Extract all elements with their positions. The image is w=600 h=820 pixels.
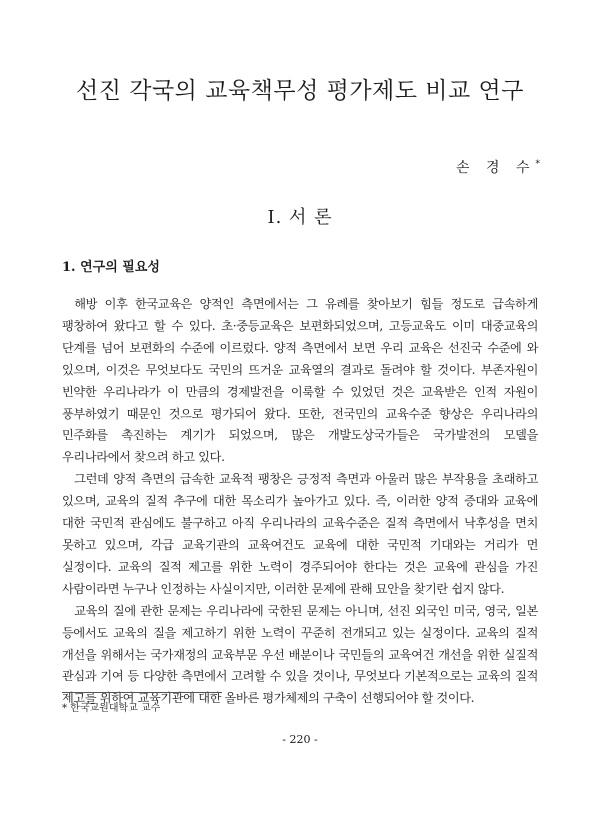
- subsection-heading: 1. 연구의 필요성: [62, 260, 160, 275]
- section-heading: Ⅰ. 서 론: [267, 207, 333, 228]
- footnote-divider: [62, 692, 222, 693]
- page-number: - 220 -: [282, 733, 318, 746]
- footnote: * 한국교원대학교 교수: [62, 703, 161, 714]
- author-line: [456, 157, 540, 177]
- paragraph: 해방 이후 한국교육은 양적인 측면에서는 그 유례를 찾아보기 힘들 정도로 급속하게 팽창하여 왔다고 할 수 있다. 초·중등교육은 보편화되었으며, 고등교육도 이미 대중교육의 단계를 넘어 보편화의 수준에 이르렀다. 양적 측면에서 보면 우리 교육은 선진국 수준에 와 있으며, 이것은 무엇보다도 국민의 뜨거운 교육열의 결과로 돌려야 할 것이다. 부존자원이 빈약한 우리나라가 이 만큼의 경제발전을 이룩할 수 있었던 것은 교육받은 인적 자원이 풍부하였기 때문인 것으로 평가되어 왔다. 또한, 전국민의 교육수준 향상은 우리나라의 민주화를 촉진하는 계기가 되었으며, 많은 개발도상국가들은 국가발전의 모델을 우리나라에서 찾으려 하고 있다.: [62, 297, 538, 465]
- author-name: 손 경 수: [456, 160, 536, 176]
- author-footnote-mark: *: [535, 159, 540, 170]
- paragraph: 교육의 질에 관한 문제는 우리나라에 국한된 문제는 아니며, 선진 외국인 미국, 영국, 일본 등에서도 교육의 질을 제고하기 위한 노력이 꾸준히 전개되고 있는 실정이다. 교육의 질적 개선을 위해서는 국가재정의 교육부문 우선 배분이나 국민들의 교육여건 개선을 위한 실질적 관심과 기여 등 다양한 측면에서 고려할 수 있을 것이나, 무엇보다 기본적으로는 교육의 질적 제고를 위하여 교육기관에 대한 올바른 평가체제의 구축이 선행되어야 할 것이다.: [62, 603, 538, 706]
- paper-title: 선진 각국의 교육책무성 평가제도 비교 연구: [76, 78, 524, 104]
- paragraph: 그런데 양적 측면의 급속한 교육적 팽창은 긍정적 측면과 아울러 많은 부작용을 초래하고 있으며, 교육의 질적 추구에 대한 목소리가 높아가고 있다. 즉, 이러한 양적 증대와 교육에 대한 국민적 관심에도 불구하고 아직 우리나라의 교육수준은 질적 측면에서 낙후성을 면치 못하고 있으며, 각급 교육기관의 교육여건도 교육에 대한 국민적 기대와는 거리가 먼 실정이다. 교육의 질적 제고를 위한 노력이 경주되어야 한다는 것은 교육에 관심을 가진 사람이라면 누구나 인정하는 사실이지만, 이러한 문제에 관해 묘안을 찾기란 쉽지 않다.: [62, 472, 538, 596]
- body-text: [62, 294, 538, 710]
